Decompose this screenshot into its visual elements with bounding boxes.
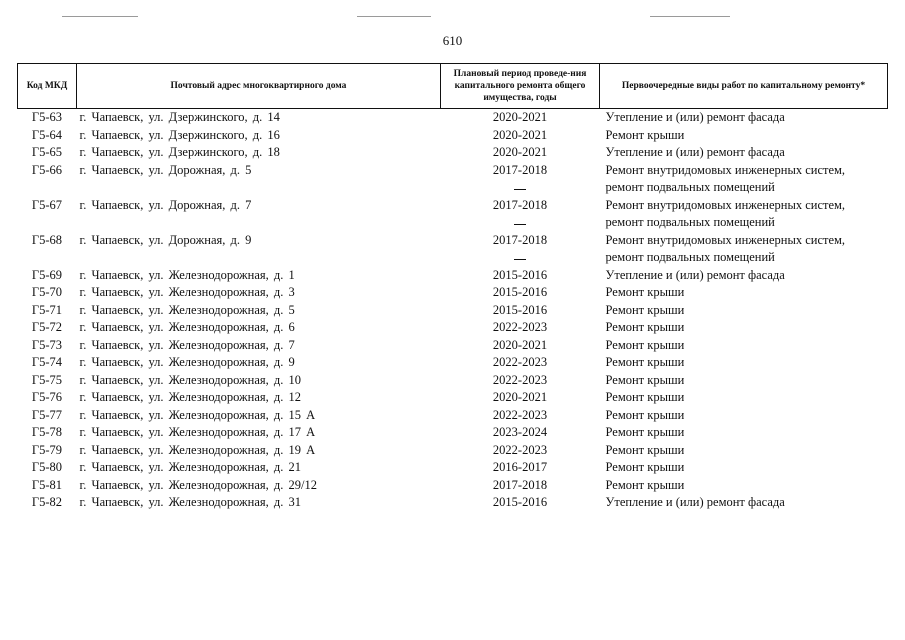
- cell-period-text: 2020-2021: [492, 390, 548, 404]
- cell-period-text: 2022-2023: [492, 320, 548, 334]
- cell-address: г. Чапаевск, ул. Железнодорожная, д. 19 А: [79, 442, 316, 457]
- cell-address: г. Чапаевск, ул. Железнодорожная, д. 21: [79, 460, 301, 474]
- cell-works: [600, 109, 888, 127]
- cell-works: [600, 127, 888, 145]
- table-row: [18, 337, 888, 355]
- table-row: [18, 389, 888, 407]
- cell-code: Г5-81: [31, 477, 63, 492]
- scan-artifact-right: [650, 16, 730, 17]
- cell-code: Г5-63: [31, 110, 63, 124]
- cell-works: [600, 372, 888, 390]
- cell-code: Г5-64: [31, 127, 63, 142]
- cell-address: г. Чапаевск, ул. Дзержинского, д. 18: [79, 145, 280, 159]
- cell-works: [600, 319, 888, 337]
- cell-period-text: 2023-2024: [492, 425, 548, 439]
- cell-code: Г5-67: [31, 197, 63, 212]
- cell-code: Г5-68: [31, 232, 63, 247]
- table-row: [18, 302, 888, 320]
- cell-address: г. Чапаевск, ул. Дзержинского, д. 14: [79, 110, 280, 124]
- cell-period-text: 2017-2018: [492, 197, 548, 212]
- works-line: Ремонт крыши: [605, 442, 685, 457]
- cell-address: г. Чапаевск, ул. Железнодорожная, д. 31: [79, 495, 301, 509]
- works-line: Ремонт крыши: [605, 390, 685, 404]
- table-row: [18, 354, 888, 372]
- cell-code: Г5-80: [31, 460, 63, 474]
- cell-code: Г5-75: [31, 372, 63, 387]
- cell-address: г. Чапаевск, ул. Дорожная, д. 5: [79, 162, 252, 177]
- table-row: [18, 232, 888, 267]
- cell-period: [441, 372, 600, 390]
- cell-works: [600, 389, 888, 407]
- cell-period: [441, 232, 600, 267]
- cell-address: г. Чапаевск, ул. Железнодорожная, д. 5: [79, 302, 295, 317]
- table-row: [18, 267, 888, 285]
- cell-period: [441, 354, 600, 372]
- works-line: Ремонт крыши: [605, 372, 685, 387]
- scan-artifact-left: [62, 16, 138, 17]
- column-header-works: Первоочередные виды работ по капитальному ремонту*: [600, 64, 888, 109]
- cell-address: г. Чапаевск, ул. Железнодорожная, д. 15 А: [79, 407, 316, 422]
- cell-code: Г5-79: [31, 442, 63, 457]
- cell-works: [600, 407, 888, 425]
- works-line: Ремонт крыши: [605, 337, 685, 352]
- cell-period-text: 2020-2021: [492, 145, 548, 159]
- cell-works: [600, 144, 888, 162]
- cell-period: [441, 424, 600, 442]
- cell-period-text: 2022-2023: [492, 372, 548, 387]
- cell-code: Г5-73: [31, 337, 63, 352]
- cell-period: [441, 267, 600, 285]
- cell-period-text: 2016-2017: [492, 460, 548, 474]
- cell-period: [441, 197, 600, 232]
- works-line: Ремонт крыши: [605, 320, 685, 334]
- cell-address: г. Чапаевск, ул. Дорожная, д. 9: [79, 232, 252, 247]
- cell-works: [600, 302, 888, 320]
- works-line: Утепление и (или) ремонт фасада: [605, 495, 785, 509]
- table-row: [18, 127, 888, 145]
- table-row: [18, 407, 888, 425]
- cell-address: г. Чапаевск, ул. Железнодорожная, д. 10: [79, 372, 301, 387]
- works-line: Ремонт внутридомовых инженерных систем,: [605, 232, 846, 247]
- column-header-code: Код МКД: [18, 64, 77, 109]
- cell-period-text: 2015-2016: [492, 285, 548, 299]
- table-row: [18, 494, 888, 512]
- cell-period: [441, 442, 600, 460]
- works-line: Утепление и (или) ремонт фасада: [605, 110, 785, 124]
- cell-code: Г5-66: [31, 162, 63, 177]
- cell-address: г. Чапаевск, ул. Железнодорожная, д. 3: [79, 285, 295, 299]
- cell-period-text: 2020-2021: [492, 337, 548, 352]
- cell-works: [600, 477, 888, 495]
- table-row: [18, 319, 888, 337]
- table-body: [18, 109, 888, 512]
- works-line: ремонт подвальных помещений: [605, 215, 775, 229]
- cell-code: Г5-77: [31, 407, 63, 422]
- table-row: [18, 284, 888, 302]
- table-row: [18, 477, 888, 495]
- cell-period: [441, 144, 600, 162]
- cell-works: [600, 424, 888, 442]
- cell-period-text: 2015-2016: [492, 267, 548, 282]
- works-line: Ремонт крыши: [605, 127, 685, 142]
- cell-period: [441, 127, 600, 145]
- column-header-address: Почтовый адрес многоквартирного дома: [77, 64, 441, 109]
- cell-works: [600, 494, 888, 512]
- works-line: ремонт подвальных помещений: [605, 180, 775, 194]
- works-line: Ремонт крыши: [605, 302, 685, 317]
- works-line: Утепление и (или) ремонт фасада: [605, 145, 785, 159]
- cell-works: [600, 197, 888, 232]
- cell-works: [600, 354, 888, 372]
- scan-artifact-center: [357, 16, 431, 17]
- cell-code: Г5-74: [31, 355, 63, 369]
- cell-period-text: 2020-2021: [492, 127, 548, 142]
- cell-code: Г5-78: [31, 425, 63, 439]
- cell-address: г. Чапаевск, ул. Железнодорожная, д. 9: [79, 355, 295, 369]
- page-number: 610: [442, 33, 463, 48]
- works-line: ремонт подвальных помещений: [605, 250, 775, 264]
- cell-code: Г5-65: [31, 145, 63, 159]
- works-line: Ремонт внутридомовых инженерных систем,: [605, 197, 846, 212]
- cell-period: [441, 407, 600, 425]
- cell-period: [441, 389, 600, 407]
- cell-code: Г5-72: [31, 320, 63, 334]
- cell-code: Г5-82: [31, 495, 63, 509]
- cell-address: г. Чапаевск, ул. Железнодорожная, д. 6: [79, 320, 295, 334]
- works-line: Ремонт крыши: [605, 460, 685, 474]
- table-row: [18, 144, 888, 162]
- table-row: [18, 372, 888, 390]
- cell-address: г. Чапаевск, ул. Железнодорожная, д. 1: [79, 267, 295, 282]
- cell-period: [441, 477, 600, 495]
- cell-address: г. Чапаевск, ул. Дзержинского, д. 16: [79, 127, 280, 142]
- cell-address: г. Чапаевск, ул. Железнодорожная, д. 17 А: [79, 425, 316, 439]
- table-row: [18, 109, 888, 127]
- cell-address: г. Чапаевск, ул. Железнодорожная, д. 29/12: [79, 477, 317, 492]
- cell-period: [441, 494, 600, 512]
- cell-period: [441, 337, 600, 355]
- table-row: [18, 162, 888, 197]
- cell-period-text: 2022-2023: [492, 407, 548, 422]
- cell-period-text: 2017-2018: [492, 232, 548, 247]
- table-row: [18, 459, 888, 477]
- cell-works: [600, 162, 888, 197]
- cell-address: г. Чапаевск, ул. Железнодорожная, д. 12: [79, 390, 301, 404]
- cell-period-text: 2015-2016: [492, 495, 548, 509]
- works-line: Ремонт крыши: [605, 355, 685, 369]
- cell-period: [441, 459, 600, 477]
- cell-works: [600, 459, 888, 477]
- cell-period-text: 2020-2021: [492, 110, 548, 124]
- cell-period: [441, 302, 600, 320]
- table-row: [18, 197, 888, 232]
- cell-period: [441, 319, 600, 337]
- cell-period-text: 2015-2016: [492, 302, 548, 317]
- cell-code: Г5-70: [31, 285, 63, 299]
- cell-period: [441, 284, 600, 302]
- cell-period-text: 2022-2023: [492, 442, 548, 457]
- cell-address: г. Чапаевск, ул. Железнодорожная, д. 7: [79, 337, 295, 352]
- table-row: [18, 424, 888, 442]
- row-separator-mark: [514, 259, 526, 260]
- works-line: Ремонт крыши: [605, 407, 685, 422]
- cell-code: Г5-69: [31, 267, 63, 282]
- cell-period: [441, 162, 600, 197]
- cell-works: [600, 232, 888, 267]
- cell-period-text: 2017-2018: [492, 162, 548, 177]
- table-header-row: [18, 64, 888, 109]
- works-line: Ремонт крыши: [605, 425, 685, 439]
- works-line: Ремонт крыши: [605, 285, 685, 299]
- cell-period: [441, 109, 600, 127]
- table-row: [18, 442, 888, 460]
- cell-works: [600, 284, 888, 302]
- cell-address: г. Чапаевск, ул. Дорожная, д. 7: [79, 197, 252, 212]
- cell-code: Г5-71: [31, 302, 63, 317]
- cell-code: Г5-76: [31, 390, 63, 404]
- column-header-period: Плановый период проведе-ния капитального ремонта общего имущества, годы: [441, 64, 600, 109]
- cell-works: [600, 442, 888, 460]
- works-line: Утепление и (или) ремонт фасада: [605, 267, 785, 282]
- cell-period-text: 2022-2023: [492, 355, 548, 369]
- document-sheet: [17, 63, 888, 512]
- housing-repair-table: [17, 63, 888, 512]
- cell-works: [600, 337, 888, 355]
- row-separator-mark: [514, 189, 526, 190]
- row-separator-mark: [514, 224, 526, 225]
- works-line: Ремонт крыши: [605, 477, 685, 492]
- cell-works: [600, 267, 888, 285]
- works-line: Ремонт внутридомовых инженерных систем,: [605, 162, 846, 177]
- cell-period-text: 2017-2018: [492, 477, 548, 492]
